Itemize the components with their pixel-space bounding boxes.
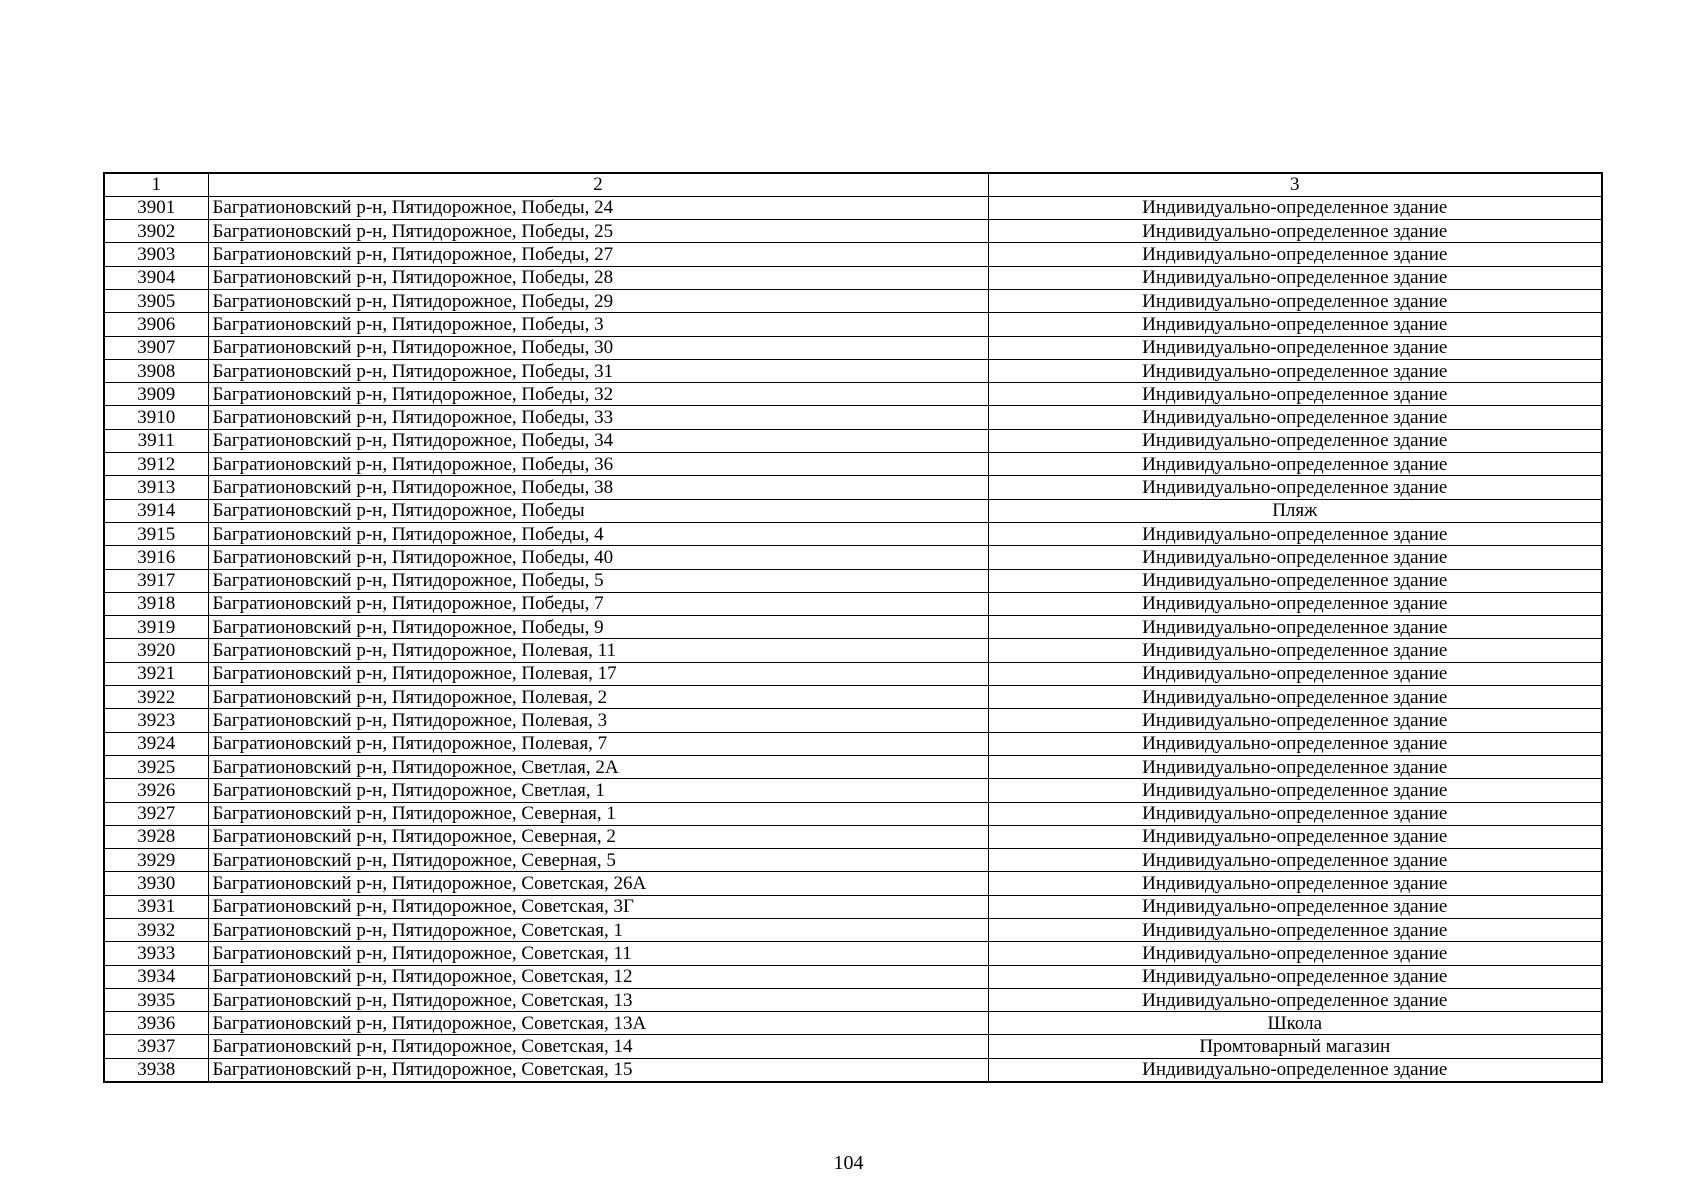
address-cell: Багратионовский р-н, Пятидорожное, Победы, 36 [208,453,988,476]
object-type-cell: Индивидуально-определенное здание [988,196,1602,219]
object-type-cell: Индивидуально-определенное здание [988,825,1602,848]
address-cell: Багратионовский р-н, Пятидорожное, Советская, 12 [208,965,988,988]
address-cell: Багратионовский р-н, Пятидорожное, Советская, 14 [208,1035,988,1058]
address-cell: Багратионовский р-н, Пятидорожное, Победы, 9 [208,616,988,639]
address-cell: Багратионовский р-н, Пятидорожное, Победы, 31 [208,359,988,382]
table-row [104,1058,1602,1081]
address-cell: Багратионовский р-н, Пятидорожное, Победы, 33 [208,406,988,429]
row-number-cell: 3920 [104,639,208,662]
table-row [104,1012,1602,1035]
object-type-cell: Индивидуально-определенное здание [988,779,1602,802]
table-row [104,872,1602,895]
address-cell: Багратионовский р-н, Пятидорожное, Советская, 3Г [208,895,988,918]
row-number-cell: 3934 [104,965,208,988]
object-type-cell: Индивидуально-определенное здание [988,802,1602,825]
table-row [104,546,1602,569]
address-cell: Багратионовский р-н, Пятидорожное, Советская, 1 [208,919,988,942]
object-type-cell: Индивидуально-определенное здание [988,383,1602,406]
object-type-cell: Индивидуально-определенное здание [988,662,1602,685]
object-type-cell: Индивидуально-определенное здание [988,406,1602,429]
object-type-cell: Индивидуально-определенное здание [988,220,1602,243]
object-type-cell: Индивидуально-определенное здание [988,709,1602,732]
row-number-cell: 3928 [104,825,208,848]
address-cell: Багратионовский р-н, Пятидорожное, Северная, 2 [208,825,988,848]
table-row [104,919,1602,942]
header-cell-col-2: 2 [208,173,988,196]
table-row [104,802,1602,825]
row-number-cell: 3902 [104,220,208,243]
row-number-cell: 3926 [104,779,208,802]
header-cell-col-3: 3 [988,173,1602,196]
row-number-cell: 3916 [104,546,208,569]
row-number-cell: 3911 [104,429,208,452]
address-cell: Багратионовский р-н, Пятидорожное, Светлая, 1 [208,779,988,802]
address-cell: Багратионовский р-н, Пятидорожное, Победы, 5 [208,569,988,592]
row-number-cell: 3903 [104,243,208,266]
object-type-cell: Индивидуально-определенное здание [988,569,1602,592]
row-number-cell: 3930 [104,872,208,895]
table-row [104,383,1602,406]
table-row [104,779,1602,802]
header-cell-col-1: 1 [104,173,208,196]
address-cell: Багратионовский р-н, Пятидорожное, Советская, 15 [208,1058,988,1081]
table-row [104,849,1602,872]
row-number-cell: 3932 [104,919,208,942]
table-row [104,476,1602,499]
object-type-cell: Индивидуально-определенное здание [988,732,1602,755]
table-row [104,289,1602,312]
row-number-cell: 3929 [104,849,208,872]
row-number-cell: 3904 [104,266,208,289]
row-number-cell: 3914 [104,499,208,522]
object-type-cell: Индивидуально-определенное здание [988,546,1602,569]
table-row [104,616,1602,639]
address-cell: Багратионовский р-н, Пятидорожное, Советская, 13 [208,988,988,1011]
table-row [104,336,1602,359]
page-number: 104 [833,1152,864,1174]
address-cell: Багратионовский р-н, Пятидорожное, Победы, 34 [208,429,988,452]
row-number-cell: 3938 [104,1058,208,1081]
object-type-cell: Индивидуально-определенное здание [988,965,1602,988]
address-cell: Багратионовский р-н, Пятидорожное, Победы, 25 [208,220,988,243]
row-number-cell: 3906 [104,313,208,336]
row-number-cell: 3907 [104,336,208,359]
object-type-cell: Индивидуально-определенное здание [988,243,1602,266]
address-cell: Багратионовский р-н, Пятидорожное, Полевая, 3 [208,709,988,732]
table-row [104,359,1602,382]
object-type-cell: Индивидуально-определенное здание [988,988,1602,1011]
table-row [104,895,1602,918]
row-number-cell: 3913 [104,476,208,499]
address-cell: Багратионовский р-н, Пятидорожное, Северная, 5 [208,849,988,872]
address-cell: Багратионовский р-н, Пятидорожное, Победы, 32 [208,383,988,406]
address-cell: Багратионовский р-н, Пятидорожное, Советская, 26А [208,872,988,895]
object-type-cell: Индивидуально-определенное здание [988,1058,1602,1081]
object-type-cell: Пляж [988,499,1602,522]
address-cell: Багратионовский р-н, Пятидорожное, Победы, 30 [208,336,988,359]
address-cell: Багратионовский р-н, Пятидорожное, Советская, 13А [208,1012,988,1035]
object-type-cell: Индивидуально-определенное здание [988,313,1602,336]
object-type-cell: Индивидуально-определенное здание [988,919,1602,942]
table-row [104,732,1602,755]
row-number-cell: 3915 [104,522,208,545]
table-row [104,196,1602,219]
address-cell: Багратионовский р-н, Пятидорожное, Полевая, 7 [208,732,988,755]
table-row [104,755,1602,778]
row-number-cell: 3901 [104,196,208,219]
table-row [104,266,1602,289]
object-type-cell: Индивидуально-определенное здание [988,872,1602,895]
table-row [104,825,1602,848]
object-type-cell: Индивидуально-определенное здание [988,359,1602,382]
table-row [104,453,1602,476]
table-row [104,220,1602,243]
row-number-cell: 3908 [104,359,208,382]
table-row [104,965,1602,988]
object-type-cell: Индивидуально-определенное здание [988,289,1602,312]
row-number-cell: 3905 [104,289,208,312]
row-number-cell: 3924 [104,732,208,755]
row-number-cell: 3936 [104,1012,208,1035]
table-row [104,662,1602,685]
address-cell: Багратионовский р-н, Пятидорожное, Победы, 40 [208,546,988,569]
address-cell: Багратионовский р-н, Пятидорожное, Победы [208,499,988,522]
object-type-cell: Индивидуально-определенное здание [988,336,1602,359]
table-header-row [104,173,1602,196]
table-row [104,709,1602,732]
object-type-cell: Индивидуально-определенное здание [988,895,1602,918]
row-number-cell: 3919 [104,616,208,639]
row-number-cell: 3909 [104,383,208,406]
table-row [104,942,1602,965]
address-cell: Багратионовский р-н, Пятидорожное, Победы, 28 [208,266,988,289]
address-cell: Багратионовский р-н, Пятидорожное, Победы, 29 [208,289,988,312]
table-row [104,639,1602,662]
object-type-cell: Индивидуально-определенное здание [988,686,1602,709]
object-type-cell: Индивидуально-определенное здание [988,942,1602,965]
row-number-cell: 3912 [104,453,208,476]
table-row [104,243,1602,266]
address-cell: Багратионовский р-н, Пятидорожное, Победы, 3 [208,313,988,336]
object-type-cell: Индивидуально-определенное здание [988,522,1602,545]
address-cell: Багратионовский р-н, Пятидорожное, Победы, 27 [208,243,988,266]
table-row [104,592,1602,615]
object-type-cell: Индивидуально-определенное здание [988,616,1602,639]
address-cell: Багратионовский р-н, Пятидорожное, Победы, 4 [208,522,988,545]
address-cell: Багратионовский р-н, Пятидорожное, Северная, 1 [208,802,988,825]
table-row [104,313,1602,336]
row-number-cell: 3937 [104,1035,208,1058]
row-number-cell: 3923 [104,709,208,732]
row-number-cell: 3917 [104,569,208,592]
object-type-cell: Промтоварный магазин [988,1035,1602,1058]
object-type-cell: Индивидуально-определенное здание [988,849,1602,872]
table-row [104,499,1602,522]
table-row [104,1035,1602,1058]
object-type-cell: Индивидуально-определенное здание [988,592,1602,615]
address-cell: Багратионовский р-н, Пятидорожное, Полевая, 17 [208,662,988,685]
row-number-cell: 3931 [104,895,208,918]
row-number-cell: 3918 [104,592,208,615]
table-row [104,429,1602,452]
table-row [104,406,1602,429]
address-cell: Багратионовский р-н, Пятидорожное, Полевая, 2 [208,686,988,709]
table-row [104,988,1602,1011]
row-number-cell: 3910 [104,406,208,429]
table-row [104,569,1602,592]
address-cell: Багратионовский р-н, Пятидорожное, Победы, 24 [208,196,988,219]
row-number-cell: 3927 [104,802,208,825]
table-row [104,522,1602,545]
object-type-cell: Школа [988,1012,1602,1035]
row-number-cell: 3935 [104,988,208,1011]
address-cell: Багратионовский р-н, Пятидорожное, Светлая, 2А [208,755,988,778]
address-cell: Багратионовский р-н, Пятидорожное, Советская, 11 [208,942,988,965]
object-type-cell: Индивидуально-определенное здание [988,639,1602,662]
table-row [104,686,1602,709]
address-cell: Багратионовский р-н, Пятидорожное, Победы, 38 [208,476,988,499]
object-type-cell: Индивидуально-определенное здание [988,755,1602,778]
row-number-cell: 3933 [104,942,208,965]
registry-table [103,172,1603,1083]
row-number-cell: 3922 [104,686,208,709]
address-cell: Багратионовский р-н, Пятидорожное, Победы, 7 [208,592,988,615]
registry-table-body [104,173,1602,1082]
row-number-cell: 3921 [104,662,208,685]
object-type-cell: Индивидуально-определенное здание [988,429,1602,452]
object-type-cell: Индивидуально-определенное здание [988,476,1602,499]
object-type-cell: Индивидуально-определенное здание [988,453,1602,476]
object-type-cell: Индивидуально-определенное здание [988,266,1602,289]
row-number-cell: 3925 [104,755,208,778]
address-cell: Багратионовский р-н, Пятидорожное, Полевая, 11 [208,639,988,662]
